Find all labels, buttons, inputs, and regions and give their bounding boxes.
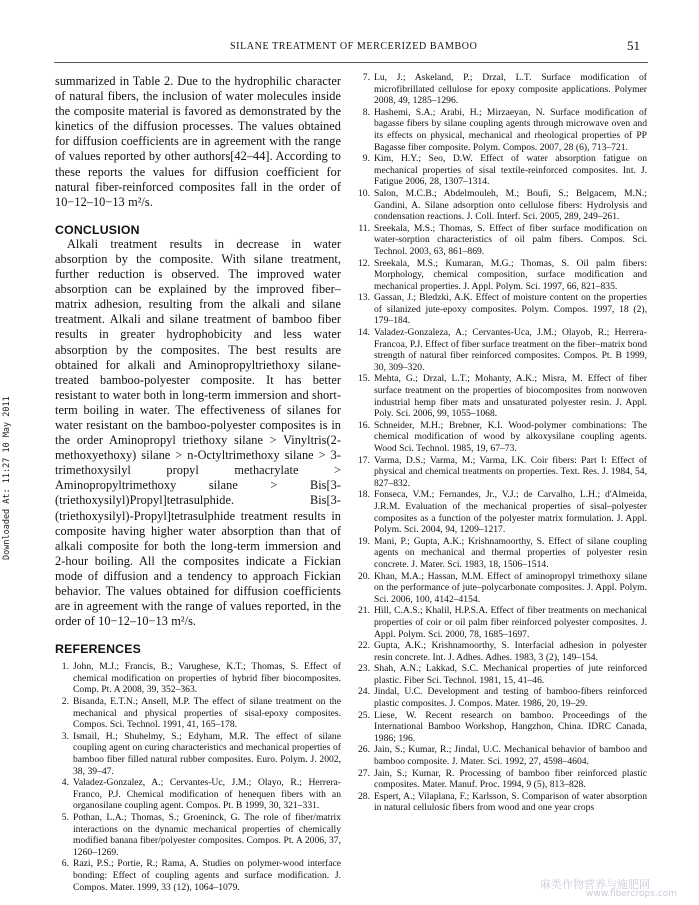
reference-text: Fonseca, V.M.; Fernandes, Jr., V.J.; de Carvalho, L.H.; d'Almeida, J.R.M. Evaluation of the mechanical properties of sisal–polyester composites as a function of the polyester matrix formulation. J. Appl. Polym. Sci. 2004, 94, 1209–1217.	[374, 489, 647, 536]
reference-number: 24.	[358, 686, 370, 698]
page-number: 51	[627, 38, 640, 53]
reference-item	[356, 686, 647, 709]
reference-text: Valadez-Gonzaleza, A.; Cervantes-Uca, J.M.; Olayob, R.; Herrera-Francoa, P.J. Effect of fiber surface treatment on the fiber–matrix bond strength of natural fiber reinforced composites. Compos. Pt. B 1999, 30, 309–320.	[374, 327, 647, 373]
reference-text: Schneider, M.H.; Brebner, K.I. Wood-polymer combinations: The chemical modification of wood by alkoxysilane coupling agents. Wood Sci. Technol. 1985, 19, 67–73.	[374, 419, 647, 454]
reference-number: 1.	[61, 661, 69, 673]
reference-number: 3.	[61, 730, 69, 742]
intro-paragraph: summarized in Table 2. Due to the hydrophilic character of natural fibers, the inclusion of water molecules inside the composite material is favored as demonstrated by the kinetics of the diffusion processes. The values obtained for diffusion coefficients are in agreement with the range of values reported by other authors[42–44]. According to these reports the values for diffusion coefficient for natural fiber-reinforced composites fall in the order of 10−12–10−13 m²/s.	[55, 74, 341, 209]
reference-number: 4.	[61, 777, 69, 789]
reference-text: Jain, S.; Kumar, R. Processing of bamboo fiber reinforced plastic composites. Mater. Manuf. Proc. 1994, 9 (5), 813–828.	[374, 767, 647, 791]
header-rule	[54, 62, 648, 63]
reference-text: Gupta, A.K.; Krishnamoorthy, S. Interfacial adhesion in polyester resin concrete. Int. J. Adhes. Adhes. 1983, 3 (2), 149–154.	[374, 640, 647, 663]
reference-text: Hashemi, S.A.; Arabi, H.; Mirzaeyan, N. Surface modification of bagasse fibers by silane coupling agents through microwave oven and its effects on physical, mechanical and rheological properties of PP Bagasse fiber composite. Polym. Compos. 2007, 28 (6), 713–721.	[374, 106, 647, 153]
conclusion-paragraph: Alkali treatment results in decrease in water absorption by the composite. With silane treatment, further reduction is observed. The improved water absorption can be explained by the improved fiber–matrix adhesion, resulting from the alkali and silane treatment. Alkali and silane treatment of bamboo fiber results in greater hydrophobicity and less water absorption by the composites. The best results are obtained for alkali and Aminopropyltriethoxy silane-treated bamboo-polyester composite. It has better resistant to water both in long-term immersion and short-term boiling in water. The effectiveness of silanes for water resistant on the bamboo-polyester composites is in the order Aminopropyl triethoxy silane > Vinyltris(2-methoxyethoxy) silane > n-Octyltrimethoxy silane > 3-trimethoxysilyl propyl methacrylate > Aminopropyltrimethoxy silane > Bis[3-(triethoxysilyl)Propyl]tetrasulphide. Bis[3-(triethoxysilyl)-Propyl]tetrasulphide treatment results in composite having higher water absorption than that of alkali composite for both the long-term immersion and 2-hour boiling. All the composites indicate a Fickian mode of diffusion and a tendency to approach Fickian behavior. The values obtained for diffusion coefficients are in agreement with the range of values reported, in the order of 10−12–10−13 m²/s.	[55, 236, 341, 629]
reference-number: 23.	[358, 663, 370, 675]
reference-item	[55, 777, 341, 812]
reference-text: Gassan, J.; Bledzki, A.K. Effect of moisture content on the properties of silanized jute-epoxy composites. Polym. Compos. 1997, 18 (2), 179–184.	[374, 292, 647, 327]
reference-text: Sreekala, M.S.; Thomas, S. Effect of fiber surface modification on water-sorption characteristics of oil palm fibers. Compos. Sci. Technol. 2003, 63, 861–869.	[374, 222, 647, 257]
reference-number: 22.	[358, 640, 370, 652]
reference-number: 19.	[358, 535, 370, 547]
reference-number: 13.	[358, 292, 370, 304]
reference-item	[356, 153, 647, 188]
reference-item	[356, 663, 647, 686]
reference-item	[356, 571, 647, 606]
reference-item	[55, 731, 341, 777]
reference-number: 9.	[362, 153, 370, 165]
reference-list-left	[55, 661, 341, 893]
reference-number: 27.	[358, 767, 370, 779]
reference-text: John, M.J.; Francis, B.; Varughese, K.T.; Thomas, S. Effect of chemical modification on properties of hybrid fiber biocomposites. Comp. Pt. A 2008, 39, 352–363.	[73, 661, 341, 696]
reference-item	[356, 455, 647, 490]
reference-text: Hill, C.A.S.; Khalil, H.P.S.A. Effect of fiber treatments on mechanical properties of coir or oil palm fiber reinforced polyester composites. J. Appl. Polym. Sci. 2000, 78, 1685–1697.	[374, 605, 647, 640]
reference-text: Salon, M.C.B.; Abdelmouleh, M.; Boufi, S.; Belgacem, M.N.; Gandini, A. Silane adsorption onto cellulose fibers: Hydrolysis and condensation reactions. J. Coll. Interf. Sci. 2005, 289, 249–261.	[374, 187, 647, 223]
reference-number: 26.	[358, 744, 370, 756]
reference-item	[356, 791, 647, 814]
reference-number: 11.	[358, 222, 370, 234]
reference-text: Khan, M.A.; Hassan, M.M. Effect of aminopropyl trimethoxy silane on the performance of jute–polycarbonate composites. J. Appl. Polym. Sci. 2006, 100, 4142–4154.	[374, 570, 647, 605]
reference-number: 16.	[358, 419, 370, 431]
reference-text: Sreekala, M.S.; Kumaran, M.G.; Thomas, S. Oil palm fibers: Morphology, chemical composition, surface modification and mechanical properties. J. Appl. Polym. Sci. 1997, 66, 821–835.	[374, 257, 647, 292]
reference-number: 15.	[358, 373, 370, 385]
reference-text: Lu, J.; Askeland, P.; Drzal, L.T. Surface modification of microfibrillated cellulose for epoxy composite applications. Polymer 2008, 49, 1285–1296.	[374, 72, 647, 107]
reference-number: 5.	[61, 812, 69, 823]
reference-item	[356, 420, 647, 455]
reference-text: Bisanda, E.T.N.; Ansell, M.P. The effect of silane treatment on the mechanical and physical properties of sisal-epoxy composites. Compos. Sci. Technol. 1991, 41, 165–178.	[73, 696, 341, 731]
reference-item	[356, 768, 647, 791]
reference-item	[356, 373, 647, 419]
reference-item	[55, 858, 341, 893]
reference-text: Mehta, G.; Drzal, L.T.; Mohanty, A.K.; Misra, M. Effect of fiber surface treatment on the properties of biocomposites from nonwoven industrial hemp fiber mats and unsaturated polyester resin. J. Appl. Poly. Sci. 2006, 99, 1055–1068.	[374, 373, 647, 420]
reference-number: 6.	[61, 858, 69, 870]
reference-number: 7.	[362, 72, 370, 83]
reference-item	[356, 744, 647, 767]
reference-number: 2.	[61, 696, 69, 708]
reference-item	[356, 605, 647, 640]
reference-text: Kim, H.Y.; Seo, D.W. Effect of water absorption fatigue on mechanical properties of sisal textile-reinforced composites. Int. J. Fatigue 2006, 28, 1307–1314.	[374, 153, 647, 188]
reference-list-right	[356, 72, 647, 814]
watermark-cn-text: 麻类作物营养与施肥网	[540, 878, 650, 891]
reference-text: Jindal, U.C. Development and testing of bamboo-fibers reinforced plastic composites. J. Compos. Mater. 1986, 20, 19–29.	[374, 686, 647, 710]
site-watermark-logo	[540, 876, 696, 900]
reference-item	[356, 327, 647, 373]
reference-item	[356, 107, 647, 153]
download-stamp: Downloaded At: 11:27 10 May 2011	[2, 396, 12, 560]
reference-text: Ismail, H.; Shuhelmy, S.; Edyham, M.R. The effect of silane coupling agent on curing characteristics and mechanical properties of bamboo fiber filled natural rubber composites. Euro. Polym. J. 2002, 38, 39–47.	[73, 730, 341, 777]
reference-item	[55, 696, 341, 731]
reference-item	[356, 640, 647, 663]
reference-text: Liese, W. Recent research on bamboo. Proceedings of the International Bamboo Workshop, Hangzhon, China. IDRC Canada, 1986; 196.	[374, 709, 647, 744]
reference-item	[356, 292, 647, 327]
reference-number: 8.	[362, 106, 370, 118]
reference-number: 10.	[358, 187, 370, 199]
reference-item	[356, 223, 647, 258]
reference-number: 17.	[358, 454, 370, 466]
reference-text: Valadez-Gonzalez, A.; Cervantes-Uc, J.M.; Olayo, R.; Herrera-Franco, P.J. Chemical modification of henequen fibers with an organosilane coupling agent. Compos. Pt. B 1999, 30, 321–331.	[73, 777, 341, 812]
reference-number: 12.	[358, 257, 370, 269]
left-column	[55, 74, 341, 893]
conclusion-heading: CONCLUSION	[55, 222, 140, 237]
reference-number: 28.	[358, 790, 370, 802]
reference-number: 21.	[358, 605, 370, 617]
reference-item	[356, 72, 647, 107]
reference-item	[55, 661, 341, 696]
reference-item	[356, 536, 647, 571]
reference-item	[356, 258, 647, 293]
reference-text: Mani, P.; Gupta, A.K.; Krishnamoorthy, S. Effect of silane coupling agents on mechanical and thermal properties of polyester resin concrete. J. Mater. Sci. 1983, 18, 1506–1514.	[374, 535, 647, 570]
references-heading: REFERENCES	[55, 642, 142, 657]
watermark-url: www.fibercrops.com	[586, 889, 677, 899]
reference-item	[356, 710, 647, 745]
reference-number: 18.	[358, 489, 370, 501]
reference-text: Varma, D.S.; Varma, M.; Varma, I.K. Coir fibers: Part I: Effect of physical and chemical treatments on properties. Text. Res. J. 1984, 54, 827–832.	[374, 454, 647, 489]
reference-text: Razi, P.S.; Portie, R.; Rama, A. Studies on polymer-wood interface bonding: Effect of coupling agents and surface modification. J. Compos. Mater. 1999, 33 (12), 1064–1079.	[73, 858, 341, 893]
right-column	[356, 72, 647, 814]
reference-number: 25.	[358, 709, 370, 721]
reference-text: Espert, A.; Vilaplana, F.; Karlsson, S. Comparison of water absorption in natural cellulosic fibers from wood and one year crops	[374, 790, 647, 814]
running-head: SILANE TREATMENT OF MERCERIZED BAMBOO	[230, 41, 478, 52]
reference-item	[356, 188, 647, 223]
reference-item	[356, 489, 647, 535]
reference-number: 14.	[358, 327, 370, 339]
reference-text: Jain, S.; Kumar, R.; Jindal, U.C. Mechanical behavior of bamboo and bamboo composite. J. Mater. Sci. 1992, 27, 4598–4604.	[374, 744, 647, 768]
reference-item	[55, 812, 341, 858]
reference-text: Shah, A.N.; Lakkad, S.C. Mechanical properties of jute reinforced plastic. Fiber Sci. Technol. 1981, 15, 41–46.	[374, 663, 647, 686]
reference-number: 20.	[358, 570, 370, 582]
reference-text: Pothan, L.A.; Thomas, S.; Groeninck, G. The role of fiber/matrix interactions on the dynamic mechanical properties of chemically modified banana fiber/polyester composites. Compos. Pt. A 2006, 37, 1260–1269.	[73, 812, 341, 858]
